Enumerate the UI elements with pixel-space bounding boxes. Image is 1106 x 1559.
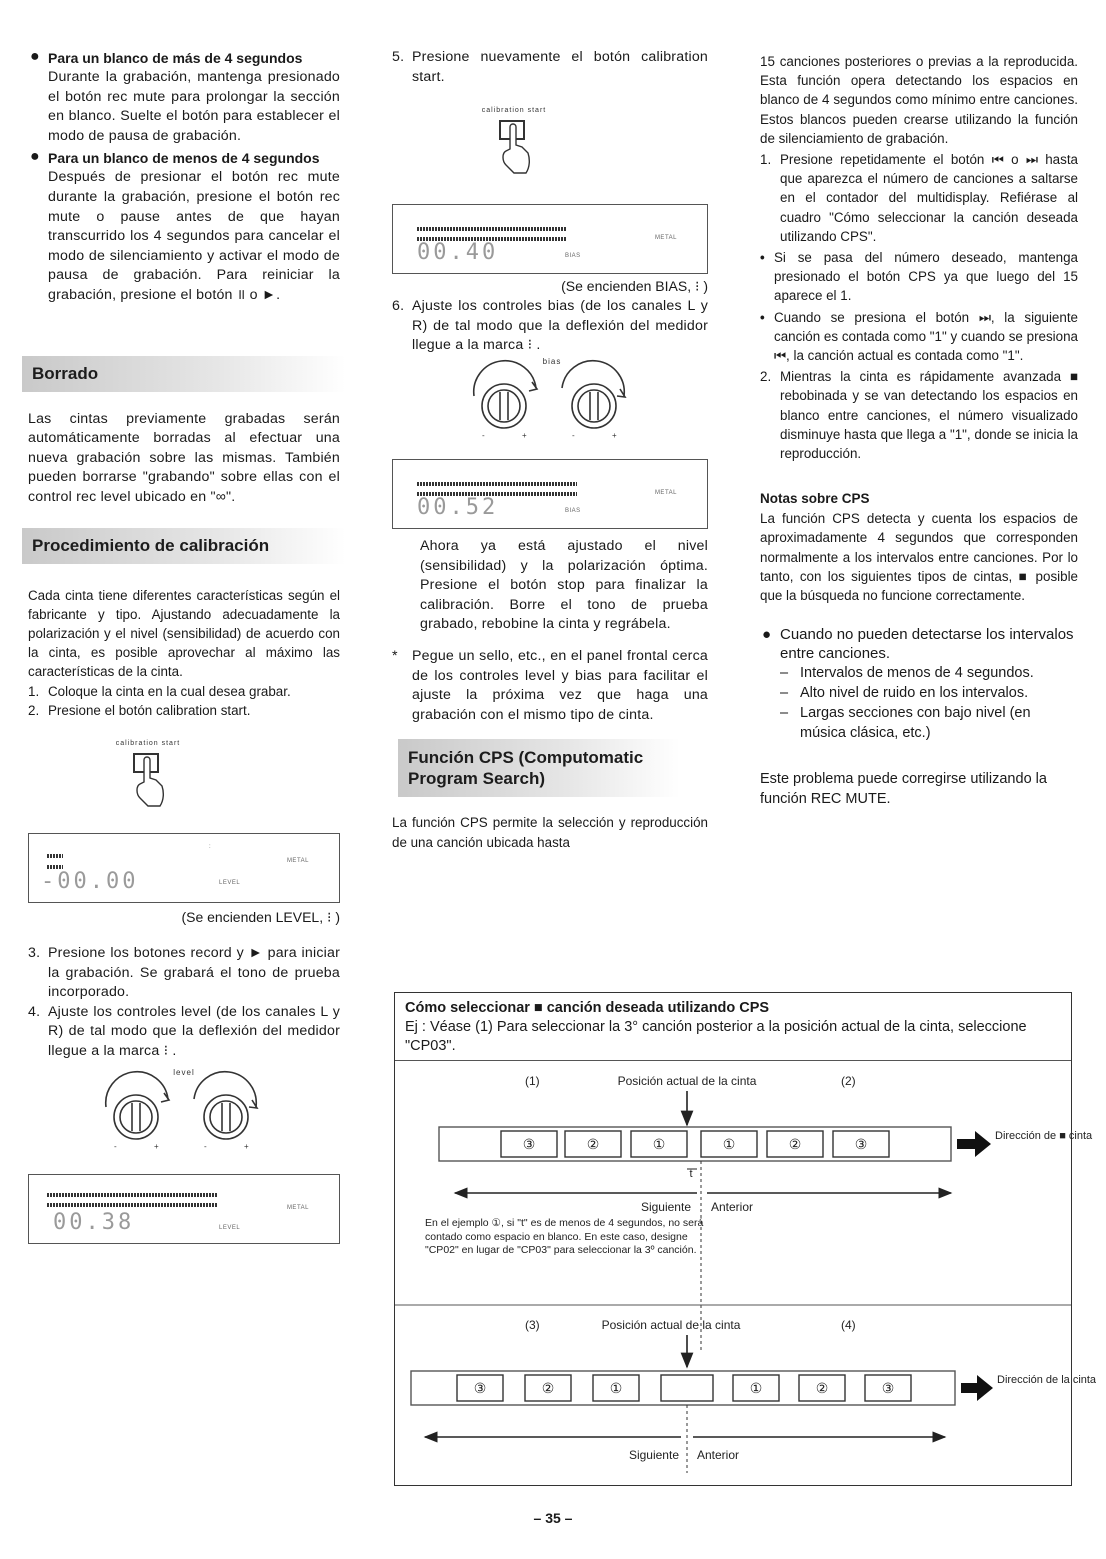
bullet-blank-more: [28, 48, 340, 146]
direction-arrow-icon: [957, 1131, 991, 1157]
cps-step-1: 1. Presione repetidamente el botón ⏮ o ⏭ hasta que aparezca el número de canciones a saltarse en el contador del multidisplay. Refiérase al cuadro "Cómo seleccionar la canción deseada utilizando CPS".: [760, 152, 1078, 244]
calibration-button-illustration: [474, 107, 554, 182]
step-6: 6. Ajuste los controles bias (de los canales L y R) de tal modo que la deflexión del medidor llegue a la marca ⁝ .: [392, 298, 708, 354]
blank-more-heading: Para un blanco de más de 4 segundos: [48, 50, 303, 66]
calibration-button-label: calibration start: [481, 107, 547, 115]
section-title-cps: Función CPS (Computomatic Program Search): [398, 739, 680, 797]
metal-label: METAL: [286, 1205, 309, 1212]
panel1-direction: Dirección de ■ cinta: [995, 1130, 1093, 1142]
fix-text: Este problema puede corregirse utilizando la función REC MUTE.: [760, 771, 1047, 808]
segment-2-label: ②: [788, 1136, 802, 1152]
column-2: [392, 48, 708, 852]
segment-3-label: ③: [854, 1136, 868, 1152]
multidisplay-bias-2: [392, 459, 708, 529]
calibration-button-illustration: [108, 740, 188, 815]
calibracion-text: Cada cinta tiene diferentes características según el fabricante y tipo. Ajustando adecuadamente la polarización y el nivel (sensibilidad) de acuerdo con la cinta, es posible aprovechar al máximo las características de la cinta.: [28, 587, 340, 680]
page-number: – 35 –: [533, 1510, 573, 1526]
calibration-button-label: calibration start: [115, 739, 181, 747]
caption-bias: (Se encienden BIAS, ⁝ ): [561, 278, 708, 295]
mode-label: LEVEL: [219, 879, 241, 886]
notes-text: La función CPS detecta y cuenta los espacios de aproximadamente 4 segundos que corresponden normalmente a los intervalos entre canciones. Por lo tanto, con los siguientes tipos de cintas, ■ posible que la búsqueda no funcione correctamente.: [760, 511, 1078, 604]
cps-bullet-2: • Cuando se presiona el botón ⏭, la siguiente canción es contada como "1" y cuando se presiona ⏮, la canción actual es contada como "1".: [760, 309, 1078, 364]
segment-1-label: ①: [652, 1136, 666, 1152]
table-example: Ej : Véase (1) Para seleccionar la 3° canción posterior a la posición actual de la cinta, seleccione "CP03".: [405, 1019, 1027, 1054]
knob-label: level: [173, 1068, 195, 1078]
knob-label: bias: [542, 356, 562, 366]
bullet-blank-less: [28, 148, 340, 305]
level-knobs: [94, 1069, 274, 1156]
when-title: Cuando no pueden detectarse los intervalos entre canciones.: [780, 626, 1074, 663]
panel1-label-left: (1): [525, 1074, 540, 1088]
segment-1-label: ①: [749, 1380, 763, 1396]
finger-press-icon: [108, 748, 188, 810]
svg-text:-: -: [482, 430, 485, 440]
mode-label: BIAS: [565, 507, 581, 514]
segment-3-label: ③: [881, 1380, 895, 1396]
blank-less-text: Después de presionar el botón rec mute durante la grabación, presione el botón rec mute o pause antes de que hayan transcurrido los 4 segundos para cancelar el modo de silenciamiento y activar el modo de pausa de grabación. Para reiniciar la grabación, presione el botón ॥ o ►.: [48, 169, 340, 303]
when-bullet: ● Cuando no pueden detectarse los intervalos entre canciones. – Intervalos de menos de 4 segundos. – Alto nivel de ruido en los intervalos. – Largas secciones con bajo nivel (en música clásica, etc.): [760, 625, 1078, 743]
panel1-label-right: (2): [841, 1074, 856, 1088]
panel2-prev: Anterior: [697, 1448, 740, 1462]
when-item: – Largas secciones con bajo nivel (en música clásica, etc.): [780, 705, 1031, 742]
segment-1-label: ①: [722, 1136, 736, 1152]
multidisplay-bias-1: [392, 204, 708, 274]
note-sticker: * Pegue un sello, etc., en el panel frontal cerca de los controles level y bias para facilitar el ajuste la próxima vez que haga una grabación con el mismo tipo de cinta.: [392, 647, 708, 723]
segment-2-label: ②: [541, 1380, 555, 1396]
section-title-borrado: Borrado: [22, 356, 346, 392]
panel2-label-right: (4): [841, 1318, 856, 1332]
tape-segments-1: [501, 1131, 889, 1157]
panel1-position-label: Posición actual de la cinta: [617, 1074, 757, 1088]
bullet-dot: ●: [30, 48, 40, 65]
cps-tape-diagram: [395, 1061, 1097, 1481]
segment-1-label: ①: [609, 1380, 623, 1396]
step-2: 2. Presione el botón calibration start.: [28, 702, 251, 718]
column-3: [760, 52, 1078, 809]
table-header: [395, 993, 1071, 1061]
meter-bar-l: [47, 1193, 217, 1197]
svg-text:-: -: [114, 1142, 117, 1152]
blank-more-text: Durante la grabación, mantenga presionado el botón rec mute para prolongar la sección en blanco. Suelte el botón para establecer el modo de pausa de grabación.: [48, 69, 340, 144]
caption-level: (Se encienden LEVEL, ⁝ ): [181, 908, 340, 925]
bias-knobs: [462, 358, 642, 445]
multidisplay-level-2: [28, 1174, 340, 1244]
panel1-prev: Anterior: [711, 1200, 754, 1214]
knob-pair-icon: [462, 366, 642, 440]
step-4: 4. Ajuste los controles level (de los canales L y R) de tal modo que la deflexión del medidor llegue a la marca ⁝ .: [28, 1003, 340, 1059]
cps-intro-text: La función CPS permite la selección y reproducción de una canción ubicada hasta: [392, 815, 708, 850]
metal-label: METAL: [654, 235, 677, 242]
step-3: 3. Presione los botones record y ► para iniciar la grabación. Se grabará el tono de prueba incorporado.: [28, 944, 340, 1001]
when-item: – Intervalos de menos de 4 segundos.: [780, 665, 1034, 682]
panel2-label-left: (3): [525, 1318, 540, 1332]
segment-2-label: ②: [815, 1380, 829, 1396]
step-1: 1. Coloque la cinta en la cual desea grabar.: [28, 683, 291, 699]
direction-arrow-icon: [961, 1375, 993, 1401]
multidisplay-level-1: : METAL LEVEL -00.00: [28, 833, 340, 903]
mode-label: LEVEL: [219, 1225, 241, 1232]
meter-bar-l: [47, 854, 63, 858]
cps-step-2: 2. Mientras la cinta es rápidamente avanzada ■ rebobinada y se van detectando los espacios en blanco entre canciones, el número visualizado disminuye hasta que llega a "1", donde se inicia la reproducción.: [760, 369, 1078, 462]
meter-bar-r: [47, 1203, 217, 1207]
tape-segments-2: [457, 1375, 911, 1401]
cps-bullet-1: • Si se pasa del número deseado, mantenga presionado el botón CPS ya que luego del 15 aparece el 1.: [760, 250, 1078, 304]
panel2-next: Siguiente: [628, 1448, 679, 1462]
counter-digits: 00.40: [417, 240, 499, 266]
column-1: [28, 48, 340, 1244]
panel2-direction: Dirección de la cinta: [997, 1374, 1097, 1386]
metal-label: METAL: [286, 857, 309, 864]
svg-text:+: +: [612, 430, 617, 440]
knob-pair-icon: [94, 1077, 274, 1151]
section-title-calibracion: Procedimiento de calibración: [22, 528, 346, 564]
finger-press-icon: [474, 115, 554, 177]
counter-digits: 00.52: [417, 494, 499, 520]
segment-2-label: ②: [586, 1136, 600, 1152]
segment-3-label: ③: [522, 1136, 536, 1152]
meter-bar-l: [417, 482, 577, 486]
bullet-dot: ●: [30, 148, 40, 166]
counter-digits: -00.00: [41, 868, 139, 894]
calibration-done-text: Ahora ya está ajustado el nivel (sensibilidad) y la polarización óptima. Presione el botón stop para finalizar la calibración. Borre el tono de prueba grabado, rebobine la cinta y regrábela.: [420, 537, 708, 633]
panel1-next: Siguiente: [640, 1200, 691, 1214]
t-label: t: [689, 1168, 693, 1180]
cps-selection-table: [394, 992, 1097, 1486]
counter-digits: 00.38: [53, 1210, 135, 1236]
when-item: – Alto nivel de ruido en los intervalos.: [780, 685, 1029, 702]
mode-label: BIAS: [565, 253, 581, 260]
borrado-text: Las cintas previamente grabadas serán automáticamente borradas al efectuar una nueva grabación sobre las mismas. También pueden borrarse "grabando" sobre ellas con el control rec level ubicado en "∞".: [28, 410, 340, 505]
svg-text:-: -: [572, 430, 575, 440]
cps-intro-cont: 15 canciones posteriores o previas a la reproducida. Esta función opera detectando los espacios en blanco de 4 segundos como mínimo entre canciones. Estos blancos pueden crearse utilizando la función de silenciamiento de grabación.: [760, 54, 1078, 146]
segment-3-label: ③: [473, 1380, 487, 1396]
when-list: [780, 663, 1078, 743]
blank-less-heading: Para un blanco de menos de 4 segundos: [48, 150, 320, 167]
svg-text:-: -: [204, 1142, 207, 1152]
svg-text:+: +: [244, 1142, 249, 1152]
panel1-note: En el ejemplo ①, si "t" es de menos de 4 segundos, no será contado como espacio en blanco. En este caso, designe "CP02" en lugar de "CP03" para seleccionar la 3º canción.: [425, 1217, 704, 1256]
notes-title: Notas sobre CPS: [760, 491, 870, 507]
table-title: Cómo seleccionar ■ canción deseada utilizando CPS: [405, 1000, 770, 1016]
svg-text:+: +: [154, 1142, 159, 1152]
meter-bar-l: [417, 227, 567, 231]
metal-label: METAL: [654, 489, 677, 496]
panel2-position-label: Posición actual de la cinta: [601, 1318, 741, 1332]
step-5: 5. Presione nuevamente el botón calibration start.: [392, 49, 708, 85]
svg-text:+: +: [522, 430, 527, 440]
